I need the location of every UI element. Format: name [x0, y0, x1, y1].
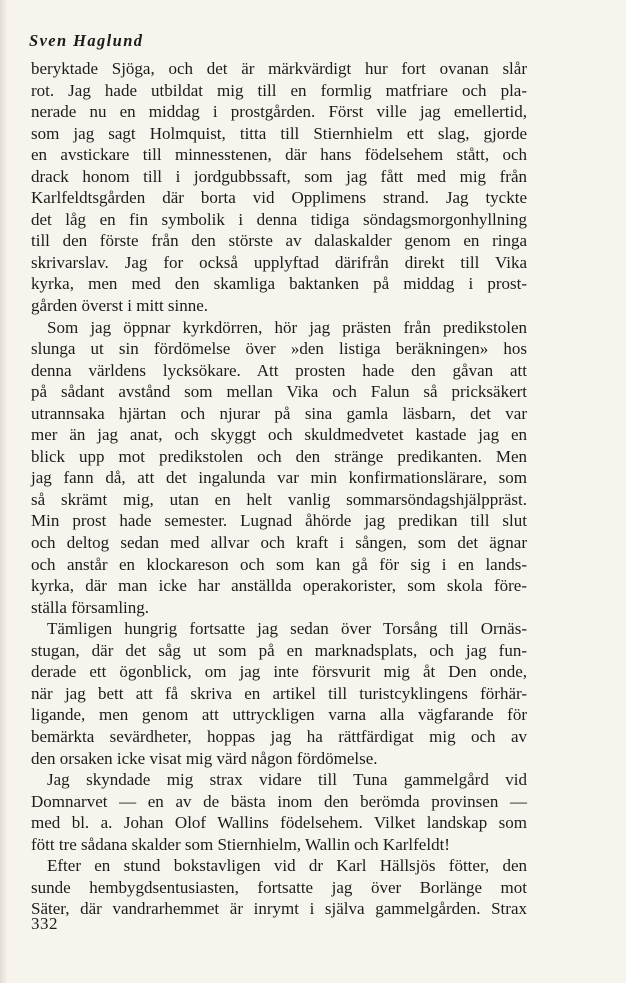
paragraph	[31, 855, 527, 920]
text-line: med bl. a. Johan Olof Wallins födelsehem. Vilket landskap som	[31, 813, 527, 833]
text-line: jag fann då, att det ingalunda var min konfirmationslärare, som	[31, 468, 527, 488]
page-number: 332	[31, 914, 58, 933]
text-line: och anstår en klockareson och som kan gå för sig i en lands-	[31, 554, 527, 574]
text-line: Jag skyndade mig strax vidare till Tuna gammelgård vid	[47, 770, 527, 790]
paragraph	[31, 769, 527, 855]
text-line: Säter, där vandrarhemmet är inrymt i själva gammelgården. Strax	[31, 899, 527, 919]
text-line: blick upp mot predikstolen och den stränge predikanten. Men	[31, 446, 527, 466]
text-line: och deltog sedan med allvar och kraft i sången, som det ägnar	[31, 533, 527, 553]
text-line: det låg en fin symbolik i denna tidiga söndagsmorgonhyllning	[31, 209, 527, 229]
paragraph	[31, 317, 527, 619]
text-line: nerade nu en middag i prostgården. Först ville jag emellertid,	[31, 102, 527, 122]
text-line: Tämligen hungrig fortsatte jag sedan över Torsång till Ornäs-	[47, 619, 527, 639]
text-line: utrannsaka hjärtan och njurar på sina gamla läsbarn, det var	[31, 403, 527, 423]
text-line: kyrka, men med den skamliga baktanken på middag i prost-	[31, 274, 527, 294]
text-line: en avstickare till minnesstenen, där hans födelsehem stått, och	[31, 145, 527, 165]
body-text	[31, 58, 527, 920]
text-line: denna världens lycksökare. Att prosten hade den gåvan att	[31, 360, 527, 380]
paragraph	[31, 58, 527, 317]
text-line: ligande, men genom att uttryckligen varna alla vägfarande för	[31, 705, 527, 725]
paragraph	[31, 618, 527, 769]
text-line: så skrämt mig, utan en helt vanlig sommarsöndagshjälppräst.	[31, 489, 527, 509]
running-head: Sven Haglund	[29, 31, 144, 50]
text-line: Karlfeldtsgården där borta vid Opplimens strand. Jag tyckte	[31, 188, 527, 208]
text-line: Domnarvet — en av de bästa inom den berömda provinsen —	[31, 791, 527, 811]
text-line: den orsaken icke visat mig värd någon fördömelse.	[31, 748, 378, 768]
text-line: rot. Jag hade utbildat mig till en formlig matfriare och pla-	[31, 80, 527, 100]
text-line: när jag bett att få skriva en artikel till turistcyklingens förhär-	[31, 683, 527, 703]
text-line: beryktade Sjöga, och det är märkvärdigt hur fort ovanan slår	[31, 59, 527, 78]
text-line: skrivarslav. Jag for också upplyftad därifrån direkt till Vika	[31, 252, 527, 272]
text-line: som jag sagt Holmquist, titta till Stiernhielm ett slag, gjorde	[31, 123, 527, 143]
text-line: ställa församling.	[31, 597, 150, 617]
text-line: derade ett ögonblick, om jag inte försvurit mig åt Den onde,	[31, 662, 527, 682]
text-line: sunde hembygdsentusiasten, fortsatte jag över Borlänge mot	[31, 877, 527, 897]
text-line: mer än jag anat, och skyggt och skuldmedvetet kastade jag en	[31, 425, 527, 445]
text-line: till den förste från den störste av dalaskalder genom en ringa	[31, 231, 527, 251]
text-line: drack honom till i jordgubbssaft, som jag fått med mig från	[31, 166, 527, 186]
text-line: slunga ut sin fördömelse över »den listiga beräkningen» hos	[31, 339, 527, 359]
text-line: kyrka, där man icke har anställda operakorister, som skola före-	[31, 576, 527, 596]
text-line: bemärkta sevärdheter, hoppas jag ha rättfärdigat mig och av	[31, 726, 527, 746]
text-line: på sådant avstånd som mellan Vika och Falun så pricksäkert	[31, 382, 527, 402]
text-line: Efter en stund bokstavligen vid dr Karl Hällsjös fötter, den	[47, 856, 527, 876]
text-line: Som jag öppnar kyrkdörren, hör jag prästen från predikstolen	[47, 317, 527, 337]
text-line: gården överst i mitt sinne.	[31, 296, 209, 316]
text-line: stugan, där det såg ut som på en marknadsplats, och jag fun-	[31, 640, 527, 660]
text-line: Min prost hade semester. Lugnad åhörde jag predikan till slut	[31, 511, 527, 531]
text-line: fött tre sådana skalder som Stiernhielm, Wallin och Karlfeldt!	[31, 834, 450, 854]
page-edge	[0, 0, 8, 983]
